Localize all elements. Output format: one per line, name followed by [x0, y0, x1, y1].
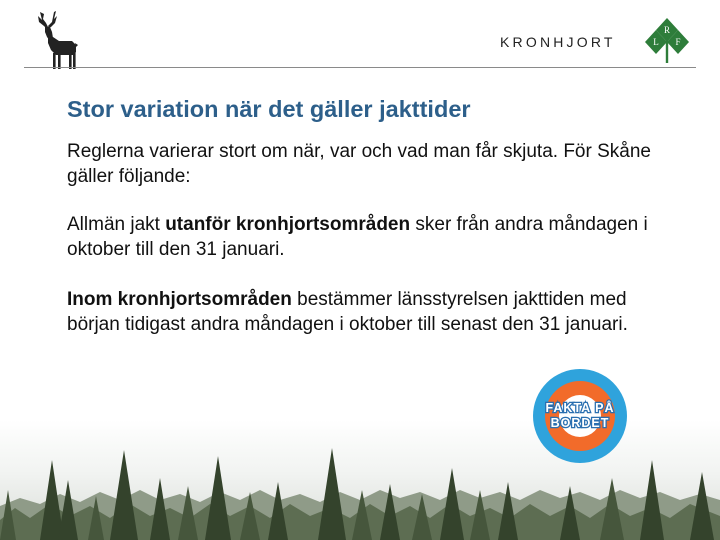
fakta-pa-bordet-badge — [532, 368, 628, 464]
badge-line-1: FAKTA PÅ — [545, 401, 615, 415]
red-deer-area-text-post: bestämmer länsstyrelsen jakttiden med början tidigast andra måndagen i oktober till senast den 31 januari. — [67, 289, 628, 335]
red-deer-area-paragraph — [67, 287, 667, 337]
general-hunt-text-bold: utanför kronhjortsområden — [165, 214, 411, 235]
red-deer-area-text-bold: Inom kronhjortsområden — [67, 289, 292, 310]
badge-line-2: BORDET — [550, 416, 610, 430]
lrf-logo — [642, 16, 692, 64]
lrf-letter-r: R — [663, 25, 671, 35]
header-divider — [24, 67, 696, 68]
stag-silhouette-icon — [26, 10, 86, 72]
general-hunt-text-post: sker från andra måndagen i oktober till den 31 januari. — [67, 214, 648, 260]
general-hunt-text-pre: Allmän jakt — [67, 214, 166, 235]
slide-title: Stor variation när det gäller jakttider — [67, 96, 471, 122]
lrf-letter-f: F — [675, 37, 681, 47]
brand-name: KRONHJORT — [500, 34, 616, 50]
general-hunt-paragraph — [67, 212, 667, 262]
lrf-letter-l: L — [653, 37, 659, 47]
intro-paragraph: Reglerna varierar stort om när, var och vad man får skjuta. För Skåne gäller följande: — [67, 141, 651, 187]
